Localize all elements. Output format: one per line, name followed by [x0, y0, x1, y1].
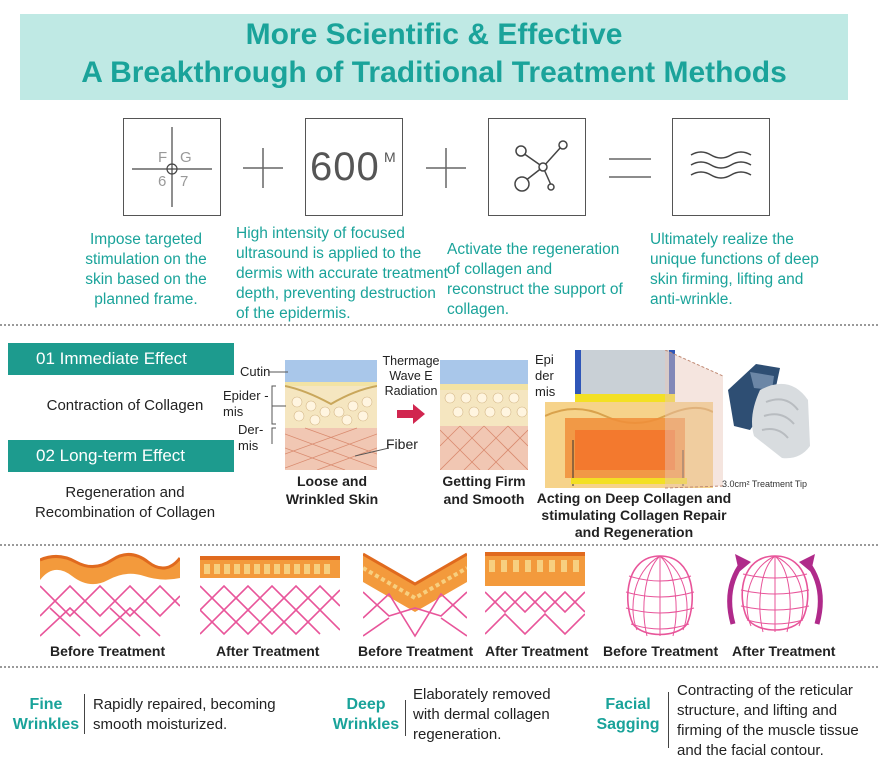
equals-icon [609, 155, 651, 181]
grid-letter-g: G [180, 149, 192, 166]
term-sag-2: Sagging [596, 716, 660, 733]
sag-desc-2: structure, and lifting and [677, 702, 838, 719]
fiber-pointer [355, 446, 389, 458]
deep-wrinkle-after-image [485, 548, 585, 638]
desc-targeted-stimulation: Impose targeted stimulation on the skin based on the planned frame. [85, 231, 207, 308]
longterm-effect-label: 02 Long-term Effect [8, 440, 234, 472]
label-epi-der-mis: Epi der mis [535, 352, 556, 399]
divider-3 [0, 666, 878, 668]
waves-box [672, 118, 770, 216]
intensity-unit: M [384, 149, 396, 165]
deep-desc-2: with dermal collagen [413, 706, 550, 723]
fine-desc-2: smooth moisturized. [93, 716, 228, 733]
term-deep-2: Wrinkles [332, 716, 400, 733]
intensity-box [305, 118, 403, 216]
caption-loose-2: Wrinkled Skin [285, 491, 379, 507]
molecule-box [488, 118, 586, 216]
divider-2 [0, 544, 878, 546]
sag-desc-3: firming of the muscle tissue [677, 722, 859, 739]
separator-deep [405, 700, 406, 736]
immediate-effect-label: 01 Immediate Effect [8, 343, 234, 375]
sag-desc-4: and the facial contour. [677, 742, 824, 759]
longterm-effect-desc-2: Recombination of Collagen [34, 504, 216, 521]
fine-wrinkle-after-image [200, 552, 340, 638]
treatment-handpiece-image [720, 350, 812, 476]
header-banner [20, 14, 848, 100]
crosshair-icon [124, 119, 220, 215]
intensity-value: 600 [310, 145, 380, 189]
projection-lines [665, 350, 725, 490]
immediate-effect-desc: Contraction of Collagen [46, 397, 204, 414]
facial-sagging-after-image [721, 548, 829, 640]
caption-before-1: Before Treatment [50, 643, 166, 659]
caption-loose-1: Loose and [296, 473, 367, 489]
longterm-effect-desc-1: Regeneration and [65, 484, 185, 501]
fine-wrinkle-before-image [40, 552, 180, 638]
caption-before-3: Before Treatment [603, 643, 719, 659]
molecule-icon [489, 119, 585, 215]
header-title-line1: More Scientific & Effective [245, 18, 623, 51]
firm-skin-diagram [440, 360, 528, 470]
term-sag-1: Facial [605, 696, 651, 713]
term-fine-1: Fine [29, 696, 63, 713]
caption-firm-2: and Smooth [443, 491, 525, 507]
deep-desc-1: Elaborately removed [413, 686, 551, 703]
label-fiber: Fiber [386, 436, 418, 452]
sag-desc-1: Contracting of the reticular [677, 682, 853, 699]
frame-grid-box [123, 118, 221, 216]
divider-1 [0, 324, 878, 326]
desc-focused-ultrasound: High intensity of focused ultrasound is applied to the dermis with accurate treatment depth, preventing destruction of the epidermis. [236, 225, 448, 322]
label-cutin: Cutin [240, 364, 271, 379]
wave-lines-icon [673, 119, 769, 215]
caption-deep-3: and Regeneration [574, 524, 694, 540]
plus-icon [243, 148, 283, 188]
caption-before-2: Before Treatment [358, 643, 474, 659]
caption-deep-1: Acting on Deep Collagen and [536, 490, 732, 506]
deep-desc-3: regeneration. [413, 726, 502, 743]
facial-sagging-before-image [617, 552, 703, 640]
caption-after-1: After Treatment [216, 643, 320, 659]
grid-letter-f: F [158, 149, 168, 166]
caption-firm-1: Getting Firm [442, 473, 526, 489]
label-dermis: Der- mis [238, 422, 264, 453]
caption-after-2: After Treatment [485, 643, 589, 659]
desc-collagen-regeneration: Activate the regeneration of collagen and reconstruct the support of collagen. [447, 241, 623, 318]
plus-icon-2 [426, 148, 466, 188]
separator-fine [84, 694, 85, 734]
grid-number-7: 7 [180, 173, 189, 190]
desc-skin-firming: Ultimately realize the unique functions of deep skin firming, lifting and anti-wrinkle. [650, 231, 819, 308]
right-arrow-icon [397, 404, 425, 424]
grid-number-6: 6 [158, 173, 167, 190]
fine-desc-1: Rapidly repaired, becoming [93, 696, 276, 713]
separator-sag [668, 692, 669, 748]
label-epidermis: Epider -mis [223, 388, 269, 419]
label-bracket [268, 366, 290, 446]
term-fine-2: Wrinkles [12, 716, 80, 733]
label-treatment-tip: 3.0cm² Treatment Tip [722, 479, 808, 489]
caption-after-3: After Treatment [732, 643, 836, 659]
caption-deep-2: stimulating Collagen Repair [541, 507, 727, 523]
label-radiation: Thermage Wave E Radiation [382, 354, 440, 398]
term-deep-1: Deep [346, 696, 386, 713]
deep-wrinkle-before-image [363, 548, 467, 638]
header-title-line2: A Breakthrough of Traditional Treatment Methods [81, 56, 787, 89]
